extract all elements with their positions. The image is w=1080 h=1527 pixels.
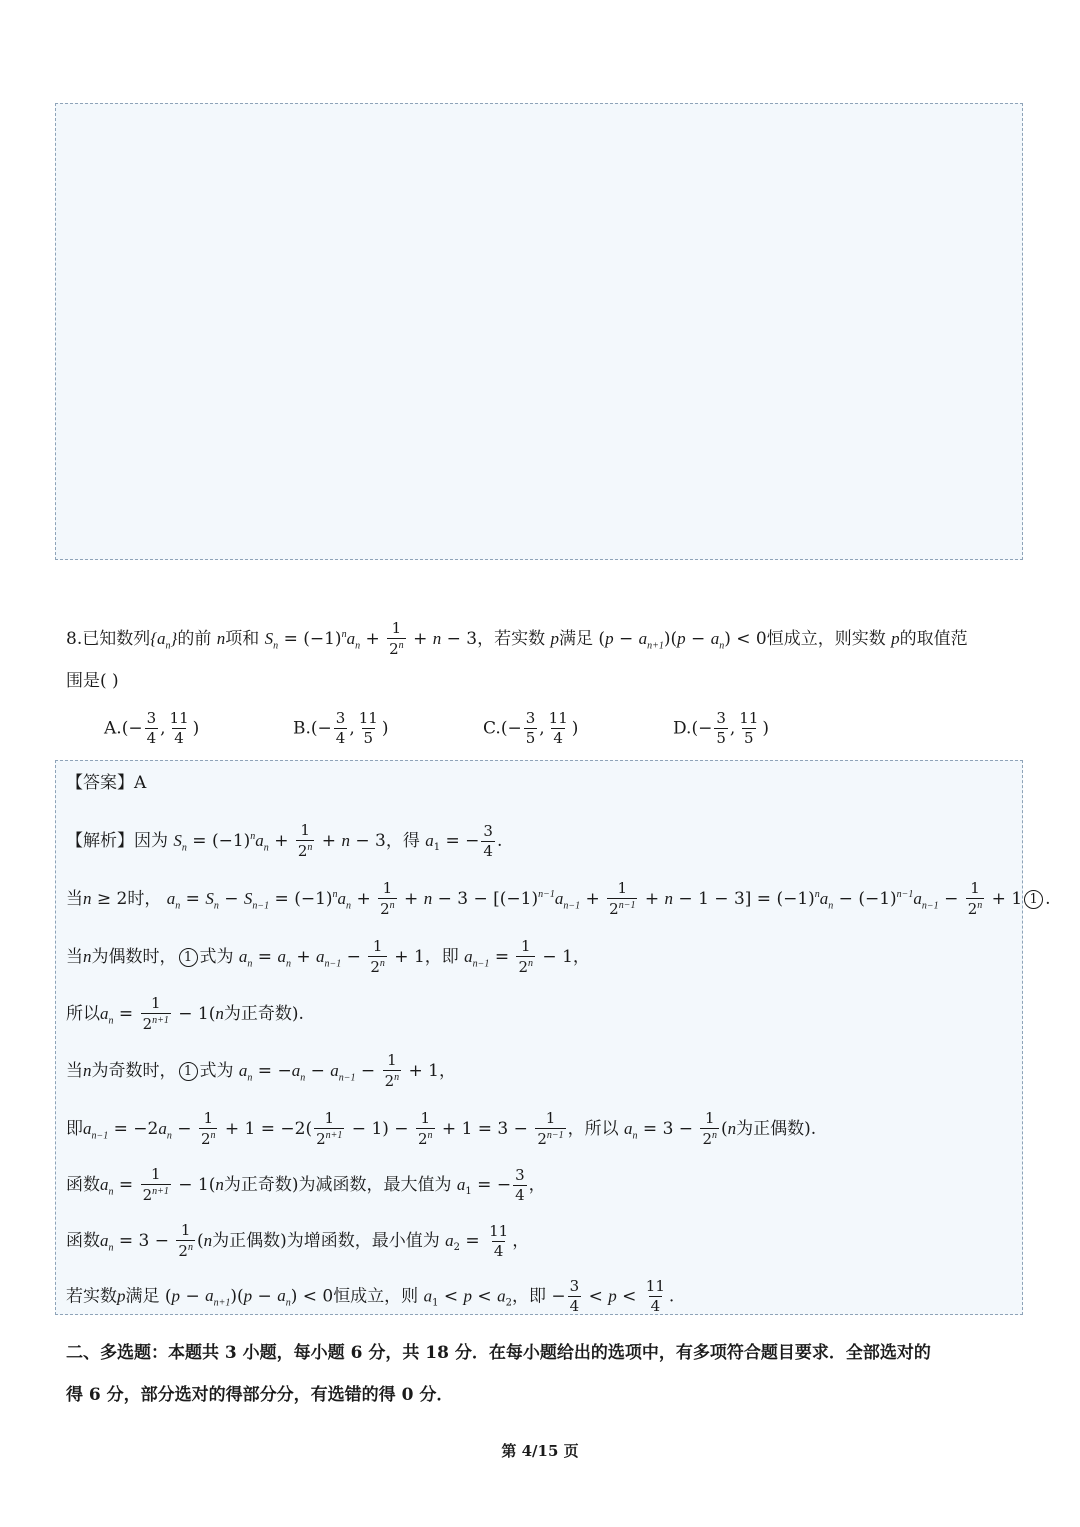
analysis-line-9: 若实数p满足 $(p - a_{n+1})(p - a_n) < 0$恒成立，则 $a_1 < p < a_2$，即 − $\frac{3}{4}$ < p < $\frac{11}{4}$ . (66, 1277, 675, 1316)
answer-line: 【答案】A (66, 773, 147, 793)
analysis-line-3: 当n为偶数时， 1 式为 $a_n = a_n + a_{n-1}$ − $\frac{1}{2^n}$ + 1，即 $a_{n-1}$ = $\frac{1}{2^n}$ − 1， (66, 937, 590, 977)
question-8-line1: 8.已知数列$\{a_n\}$的前 n项和 $S_n = (-1)^na_n$ + $\frac{1}{2^n}$ + n − 3，若实数 p满足 $(p - a_{n+1})(p - a_n) < 0$恒成立，则实数 p的取值范 (66, 619, 968, 659)
analysis-line-8: 函数$a_n = 3$ − $\frac{1}{2^n}$ (n为正偶数)为增函数，最小值为 $a_2$ = $\frac{11}{4}$ ， (66, 1221, 530, 1261)
page-number: 第 4/15 页 (501, 1442, 579, 1460)
analysis-line-1: 【解析】因为 $S_n = (-1)^na_n$ + $\frac{1}{2^n}$ + n − 3，得 $a_1$ = − $\frac{3}{4}$ . (66, 821, 503, 861)
analysis-line-4: 所以$a_n$ = $\frac{1}{2^{n+1}}$ − 1(n为正奇数). (66, 994, 304, 1034)
question-8-line2: 围是( ) (66, 671, 119, 691)
option-d[interactable]: D.(− $\frac{3}{5}$ , $\frac{11}{5}$ ) (673, 709, 770, 748)
option-b[interactable]: B.(− $\frac{3}{4}$ , $\frac{11}{5}$ ) (293, 709, 389, 748)
section-heading-line1: 二、多选题：本题共 3 小题，每小题 6 分，共 18 分．在每小题给出的选项中，有多项符合题目要求．全部选对的 (66, 1343, 931, 1363)
analysis-line-2: 当n ≥ 2时， $a_n = S_n - S_{n-1} = (-1)^na_n$ + $\frac{1}{2^n}$ + $n - 3 - [(-1)^{n-1}a_{n-1}$ + $\frac{1}{2^{n-1}}$ + $n - 1 - 3] = (-1)^na_n - (-1)^{n-1}a_{n-1}$ − $\frac{1}{2^n}$ + 1 1 . (66, 879, 1051, 919)
blank-answer-box (55, 103, 1023, 560)
option-a[interactable]: A.(− $\frac{3}{4}$ , $\frac{11}{4}$ ) (104, 709, 200, 748)
analysis-line-5: 当n为奇数时， 1 式为 $a_n = -a_n - a_{n-1}$ − $\frac{1}{2^n}$ + 1， (66, 1051, 456, 1091)
analysis-line-7: 函数$a_n$ = $\frac{1}{2^{n+1}}$ − 1(n为正奇数)为减函数，最大值为 $a_1$ = − $\frac{3}{4}$ ， (66, 1165, 546, 1205)
option-c[interactable]: C.(− $\frac{3}{5}$ , $\frac{11}{4}$ ) (483, 709, 579, 748)
section-heading-line2: 得 6 分，部分选对的得部分分，有选错的得 0 分． (66, 1385, 454, 1405)
analysis-line-6: 即$a_{n-1} = -2a_n$ − $\frac{1}{2^n}$ + 1 = −2( $\frac{1}{2^{n+1}}$ − 1) − $\frac{1}{2^n}$ + 1 = 3 − $\frac{1}{2^{n-1}}$ ，所以 $a_n = 3$ − $\frac{1}{2^n}$ (n为正偶数). (66, 1109, 817, 1149)
